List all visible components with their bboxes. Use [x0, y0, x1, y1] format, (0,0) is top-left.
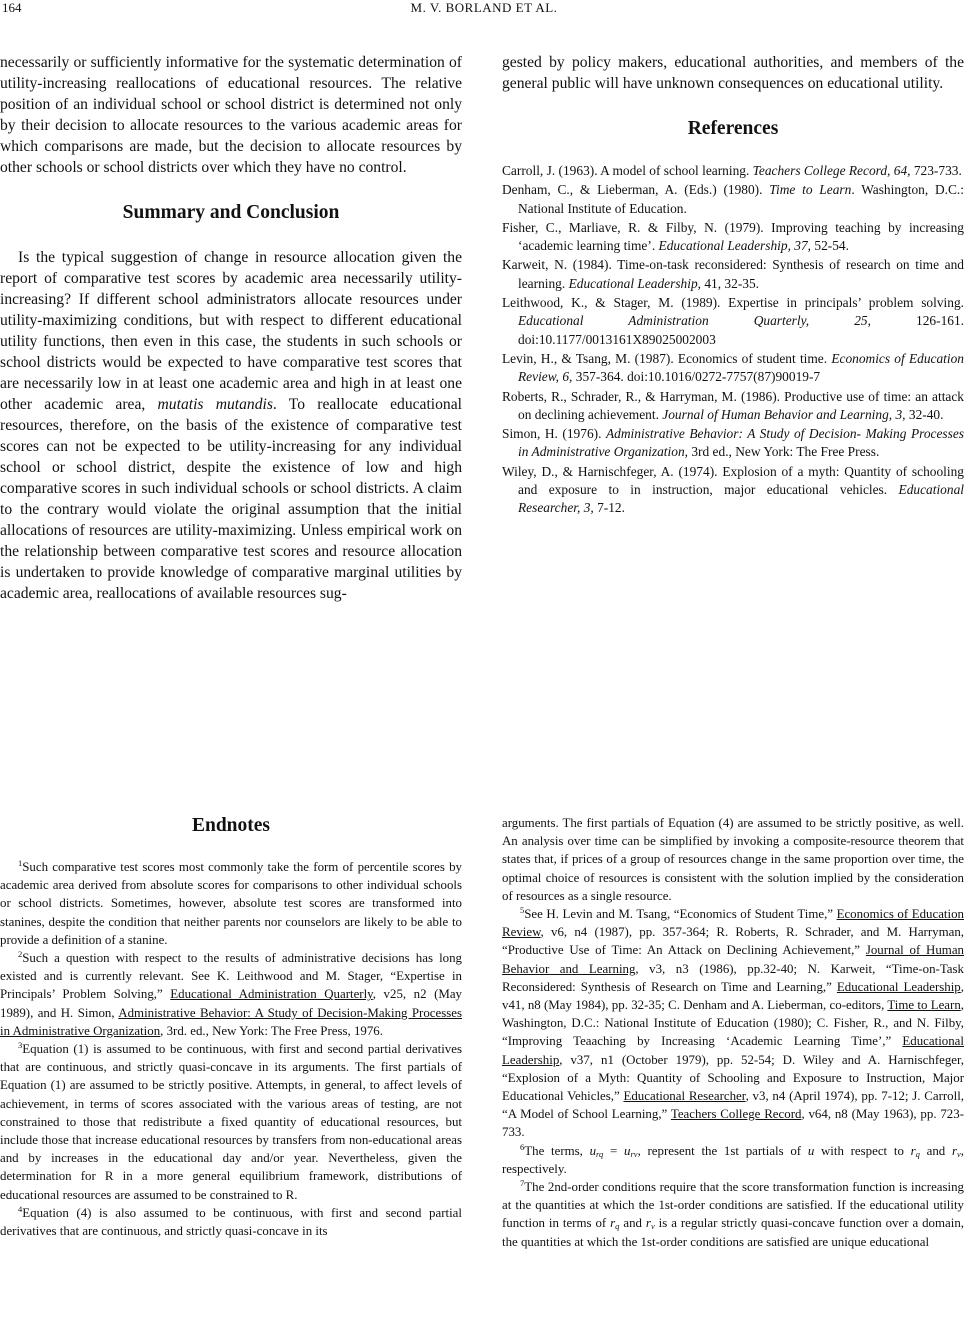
running-head: M. V. BORLAND ET AL.: [410, 0, 558, 15]
endnote-6: $^6$The terms, $u_{rq} = u_{rv}$, represent the 1st partials of u with respect to $r_q$ and $r_v$, respectively.: [502, 1141, 964, 1176]
summary-italic: mutatis mutandis: [157, 396, 273, 413]
summary-heading: Summary and Conclusion: [122, 202, 340, 223]
references-list: [502, 162, 964, 518]
endnote-5: $^5$See H. Levin and M. Tsang, “Economics of Student Time,” Economics of Education Review, v6, n4 (1987), pp. 357-364; R. Roberts, R. Schrader, and M. Harryman, “Productive Use of Time: An Attack on Declining Achievement,” Journal of Human Behavior and Learning, v3, n3 (1986), pp.32-40; N. Karweit, “Time-on-Task Reconsidered: Synthesis of Research on Time and Learning,” Educational Leadership, v41, n8 (May 1984), pp. 32-35; C. Denham and A. Lieberman, co-editors, Time to Learn, Washington, D.C.: National Institute of Education (1980); C. Fisher, R., and N. Filby, “Improving Teaaching by Increasing ‘Academic Learning Time’,” Educational Leadership, v37, n1 (October 1979), pp. 52-54; D. Wiley and A. Harnischfeger, “Explosion of a Myth: Quantity of Schooling and Exposure to Instruction, Major Educational Vehicles,” Educational Researcher, v3, n4 (April 1974), pp. 7-12; J. Carroll, “A Model of School Learning,” Teachers College Record, v64, n8 (May 1963), pp. 723-733.: [502, 905, 965, 1140]
endnote-4: $^4$Equation (4) is also assumed to be continuous, with first and second partial derivatives that are continuous, and strictly quasi-concave in its: [0, 1203, 462, 1239]
summary-text-1: Is the typical suggestion of change in resource allocation given the report of comparative test scores by academic area necessarily utility-increasing? If different school administrators allocate resources under utility-maximizing conditions, but with respect to different educational utility functions, then even in this case, the students in such schools or school districts would be expected to have comparative test scores that are necessarily low in at least one academic area and high in at least one other academic area,: [0, 249, 462, 413]
endnotes-right-column: [502, 814, 964, 1251]
reference-item: Simon, H. (1976). Administrative Behavior: A Study of Decision- Making Processes in Administrative Organization, 3rd ed., New York: The Free Press.: [502, 426, 965, 460]
endnote-3: $^3$Equation (1) is assumed to be continuous, with first and second partial derivatives that are continuous, and strictly quasi-concave in its arguments. The first partials of Equation (1) are assumed to be strictly positive. Attempts, in general, to affect levels of achievement, in terms of scores associated with the various areas of testing, are not constrained to those that redistribute a fixed quantity of educational resources, but include those that increase educational resources by transfers from non-educational areas and by increases in the educational day and/or year. Nevertheless, given the determination for R in a more general equilibrium framework, distributions of educational resources are assumed to be constrained to R.: [0, 1040, 462, 1202]
summary-paragraph: [0, 247, 462, 604]
references-heading: References: [687, 118, 779, 139]
reference-item: Wiley, D., & Harnischfeger, A. (1974). Explosion of a myth: Quantity of schooling and exposure to in instruction, major educational vehicles. Educational Researcher, 3, 7-12.: [502, 463, 964, 516]
endnote-7: $^7$The 2nd-order conditions require that the score transformation function is increasing at the quantities at which the 1st-order conditions are satisfied. If the educational utility function in terms of $r_q$ and $r_v$ is a regular strictly quasi-concave function over a domain, the quantities at which the 1st-order conditions are satisfied are unique educational: [502, 1178, 964, 1249]
right-upper-column: [502, 52, 964, 519]
endnotes-heading: Endnotes: [191, 815, 271, 836]
reference-item: Denham, C., & Lieberman, A. (Eds.) (1980). Time to Learn. Washington, D.C.: National Institute of Education.: [502, 182, 964, 216]
body-paragraph: necessarily or sufficiently informative for the systematic determination of utility-increasing reallocations of educational resources. The relative position of an individual school or school district is determined not only by their decision to allocate resources to the various academic areas for which comparisons are made, but the decision to allocate resources by other schools or school districts over which they have no control.: [0, 54, 462, 176]
left-upper-column: [0, 52, 462, 604]
summary-text-2: . To reallocate educational resources, therefore, on the basis of the existence of comparative test scores can not be expected to be utility-increasing for any individual school or school district, despite the existence of low and high comparative scores in such individual schools or school districts. A claim to the contrary would violate the original assumption that the initial allocations of resources are utility-maximizing. Unless empirical work on the relationship between comparative test scores and resource allocation is undertaken to provide knowledge of comparative marginal utilities by academic area, reallocations of available resources sug-: [0, 396, 462, 602]
reference-item: Fisher, C., Marliave, R. & Filby, N. (1979). Improving teaching by increasing ‘academic learning time’. Educational Leadership, 37, 52-54.: [502, 219, 964, 254]
reference-item: Leithwood, K., & Stager, M. (1989). Expertise in principals’ problem solving. Educational Administration Quarterly, 25, 126-161. doi:10.1177/0013161X89025002003: [502, 295, 965, 347]
endnote-1: $^1$Such comparative test scores most commonly take the form of percentile scores by academic area derived from absolute scores for comparisons to other individual schools or school districts. Sometimes, however, absolute test scores are transformed into stanines, despite the condition that neither parents nor counselors are likely to be able to provide a definition of a stanine.: [0, 858, 462, 947]
reference-item: Levin, H., & Tsang, M. (1987). Economics of student time. Economics of Education Review, 6, 357-364. doi:10.1016/0272-7757(87)90019-7: [502, 350, 964, 385]
page-number: 164: [2, 0, 22, 15]
reference-item: Roberts, R., Schrader, R., & Harryman, M. (1986). Productive use of time: an attack on declining achievement. Journal of Human Behavior and Learning, 3, 32-40.: [502, 388, 964, 422]
reference-item: Carroll, J. (1963). A model of school learning. Teachers College Record, 64, 723-733.: [502, 163, 962, 178]
endnotes-left-column: [0, 814, 462, 1240]
endnote-4-continued: arguments. The first partials of Equation (4) are assumed to be strictly positive, as well. An analysis over time can be simplified by invoking a composite-resource theorem that states that, if prices of a group of resources change in the same proportion over time, the optimal choice of resources is consistent with the solution implied by the consideration of resources as a single resource.: [502, 816, 964, 903]
reference-item: Karweit, N. (1984). Time-on-task reconsidered: Synthesis of research on time and learning. Educational Leadership, 41, 32-35.: [502, 257, 964, 291]
endnote-2: $^2$Such a question with respect to the results of administrative decisions has long existed and is currently relevant. See K. Leithwood and M. Stager, “Expertise in Principals’ Problem Solving,” Educational Administration Quarterly, v25, n2 (May 1989), and H. Simon, Administrative Behavior: A Study of Decision-Making Processes in Administrative Organization, 3rd. ed., New York: The Free Press, 1976.: [0, 949, 463, 1038]
continuation-paragraph: gested by policy makers, educational authorities, and members of the general public will have unknown consequences on educational utility.: [502, 54, 964, 92]
